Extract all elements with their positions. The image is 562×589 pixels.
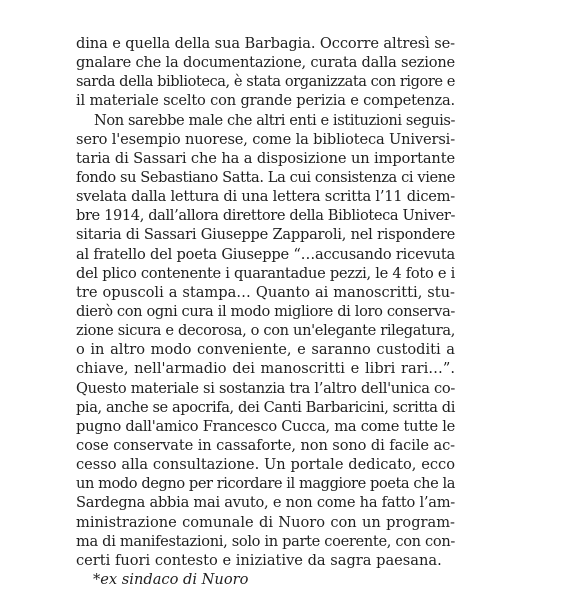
- text-line: del plico contenente i quarantadue pezzi, le 4 foto e i: [76, 264, 455, 282]
- text-line: ministrazione comunale di Nuoro con un program-: [76, 513, 455, 531]
- text-line: dierò con ogni cura il modo migliore di loro conserva-: [76, 302, 455, 320]
- author-signature: *ex sindaco di Nuoro: [93, 570, 249, 588]
- text-line: o in altro modo conveniente, e saranno custoditi a: [76, 341, 455, 359]
- text-line: svelata dalla lettura di una lettera scritta l’11 dicem-: [76, 188, 455, 206]
- paragraph-1: [76, 34, 455, 111]
- text-line: pia, anche se apocrifa, dei Canti Barbaricini, scritta di: [76, 398, 455, 416]
- article-text: [76, 34, 455, 589]
- text-line: dina e quella della sua Barbagia. Occorre altresì se-: [76, 35, 455, 52]
- text-line: cesso alla consultazione. Un portale dedicato, ecco: [76, 456, 455, 474]
- text-line: Sardegna abbia mai avuto, e non come ha fatto l’am-: [76, 494, 455, 512]
- text-line: sarda della biblioteca, è stata organizzata con rigore e: [76, 73, 455, 91]
- text-line: tre opuscoli a stampa… Quanto ai manoscritti, stu-: [76, 283, 455, 301]
- text-line: pugno dall'amico Francesco Cucca, ma come tutte le: [76, 417, 455, 435]
- text-line: Questo materiale si sostanzia tra l’altro dell'unica co-: [76, 379, 455, 397]
- text-line: sero l'esempio nuorese, come la biblioteca Universi-: [76, 130, 455, 148]
- text-line: certi fuori contesto e iniziative da sagra paesana.: [76, 551, 442, 569]
- text-line: sitaria di Sassari Giuseppe Zapparoli, nel rispondere: [76, 226, 455, 244]
- text-line: al fratello del poeta Giuseppe “…accusando ricevuta: [76, 245, 455, 263]
- text-line: fondo su Sebastiano Satta. La cui consistenza ci viene: [76, 168, 455, 186]
- text-line: il materiale scelto con grande perizia e competenza.: [76, 92, 455, 110]
- text-line: taria di Sassari che ha a disposizione un importante: [76, 149, 455, 167]
- text-line: cose conservate in cassaforte, non sono di facile ac-: [76, 436, 455, 454]
- paragraph-2: [76, 111, 455, 570]
- text-line: ma di manifestazioni, solo in parte coerente, con con-: [76, 532, 455, 550]
- text-line: bre 1914, dall’allora direttore della Biblioteca Univer-: [76, 207, 455, 225]
- text-line: gnalare che la documentazione, curata dalla sezione: [76, 54, 455, 72]
- text-line: chiave, nell'armadio dei manoscritti e libri rari…”.: [76, 360, 455, 378]
- text-line: un modo degno per ricordare il maggiore poeta che la: [76, 475, 455, 493]
- text-line: Non sarebbe male che altri enti e istituzioni seguis-: [94, 111, 456, 129]
- text-line: zione sicura e decorosa, o con un'elegante rilegatura,: [76, 322, 455, 340]
